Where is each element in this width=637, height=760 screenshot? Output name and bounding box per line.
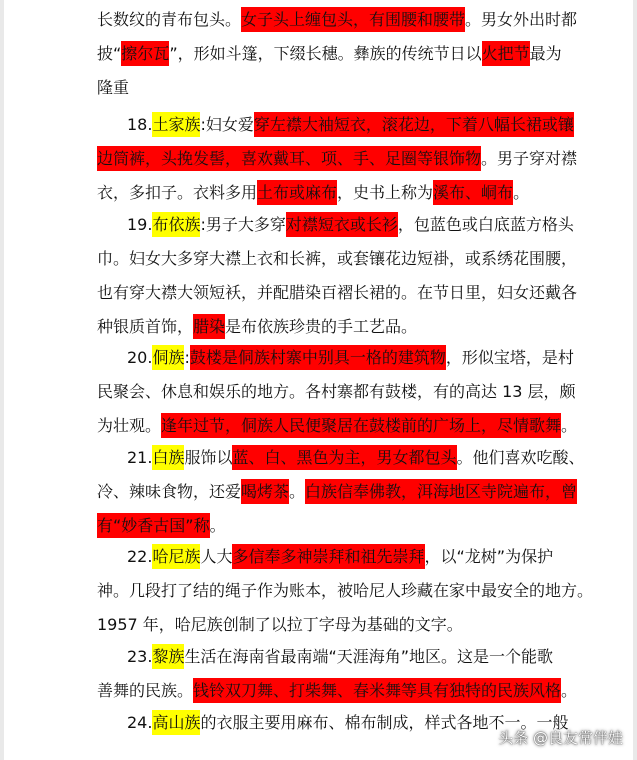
paragraph-22-hani [97, 540, 594, 642]
line-19 [97, 640, 554, 674]
text-run: 。男子穿对襟 [481, 149, 578, 168]
page-edge-left [0, 0, 4, 760]
text-run: 服饰以 [184, 448, 233, 467]
item-number: 23. [127, 647, 153, 666]
item-number: 24. [127, 713, 153, 732]
line-17 [97, 574, 594, 608]
line-15 [97, 509, 543, 543]
highlight-red: 钱铃双刀舞、打柴舞、春米舞等具有独特的民族风格 [193, 678, 561, 703]
item-number: 22. [127, 547, 153, 566]
text-run: 。 [561, 681, 578, 700]
text-run: 善舞的民族。 [97, 681, 194, 700]
text-run: 冷、辣味食物，还爱 [97, 482, 242, 501]
text-run: 最为 [529, 44, 562, 63]
highlight-red: 多信奉多神崇拜和祖先崇拜 [232, 544, 424, 569]
text-run: 是布依族珍贵的手工艺品。 [225, 317, 418, 336]
line-21 [97, 706, 569, 740]
text-run: 也有穿大襟大领短袄，并配腊染百褶长裙的。在节日里，妇女还戴各 [97, 283, 578, 302]
watermark [498, 727, 623, 748]
text-run: :妇女爱 [200, 115, 254, 134]
ethnic-name-highlight: 高山族 [152, 710, 200, 735]
paragraph-19-buyi [97, 208, 578, 344]
text-run: 种银质首饰， [97, 317, 194, 336]
paragraph-18-tujia [97, 108, 578, 210]
highlight-red: 逢年过节，侗族人民便聚居在鼓楼前的广场上，尽情歌舞 [161, 413, 561, 438]
item-number: 21. [127, 448, 153, 467]
text-run: 。 [561, 416, 578, 435]
item-number: 18. [127, 115, 153, 134]
text-run: 衣，多扣子。衣料多用 [97, 183, 258, 202]
highlight-red: 鼓楼是侗族村寨中别具一格的建筑物 [190, 345, 446, 370]
text-run: 1957 年，哈尼族创制了以拉丁字母为基础的文字。 [97, 615, 463, 634]
text-run: 人大 [200, 547, 233, 566]
text-run: ，包蓝色或白底蓝方格头 [397, 215, 574, 234]
text-run: :男子大多穿 [200, 215, 286, 234]
ethnic-name-highlight: 哈尼族 [152, 544, 200, 569]
line-3 [97, 108, 574, 142]
ethnic-name-highlight: 布依族 [152, 212, 200, 237]
text-run: ，以“龙树”为保护 [424, 547, 554, 566]
line-0 [97, 3, 578, 37]
text-run: 生活在海南省最南端“天涯海角”地区。这是一个能歌 [184, 647, 554, 666]
highlight-red: 溪布、峒布 [433, 180, 513, 205]
paragraph-24-gaoshan [97, 706, 569, 740]
text-run: 神。几段打了结的绳子作为账本，被哈尼人珍藏在家中最安全的地方。 [97, 581, 594, 600]
line-18 [97, 608, 543, 642]
line-2 [97, 71, 543, 105]
highlight-red: 擦尔瓦 [121, 41, 169, 66]
highlight-red: 女子头上缠包头，有围腰和腰带 [241, 7, 465, 32]
text-run: 民聚会、休息和娱乐的地方。各村寨都有鼓楼，有的高达 13 层，颇 [97, 382, 576, 401]
text-run: 。男女外出时都 [465, 10, 578, 29]
ethnic-name-highlight: 侗族 [152, 345, 184, 370]
text-run: : [184, 348, 190, 367]
line-11 [97, 375, 576, 409]
line-8 [97, 276, 578, 310]
paragraph-21-bai [97, 441, 585, 543]
line-4 [97, 142, 578, 176]
line-9 [97, 310, 543, 344]
watermark-text: 头条 @良友常伴娃 [498, 729, 623, 747]
line-13 [97, 441, 585, 475]
paragraph-20-dong [97, 341, 578, 443]
line-12 [97, 409, 578, 443]
line-1 [97, 37, 562, 71]
text-run: ”，形如斗篷，下缀长穗。彝族的传统节日以 [169, 44, 482, 63]
line-16 [97, 540, 554, 574]
paragraph-23-li [97, 640, 578, 708]
highlight-red: 腊染 [193, 314, 225, 339]
text-run: 。 [209, 516, 226, 535]
text-run: ，形似宝塔，是村 [445, 348, 574, 367]
ethnic-name-highlight: 土家族 [152, 112, 200, 137]
text-run: 的衣服主要用麻布、棉布制成，样式各地不一。一般 [200, 713, 569, 732]
highlight-red: 白族信奉佛教，洱海地区寺院遍布，曾 [305, 479, 577, 504]
line-14 [97, 475, 578, 509]
text-run: 。 [289, 482, 306, 501]
paragraph-17-yi [97, 3, 578, 105]
line-7 [97, 242, 578, 276]
highlight-red: 火把节 [482, 41, 530, 66]
highlight-red: 对襟短衣或长衫 [286, 212, 398, 237]
highlight-red: 有“妙香古国”称 [97, 513, 210, 538]
highlight-red: 土布或麻布 [257, 180, 337, 205]
text-run: 披“ [97, 44, 122, 63]
text-run: 长数纹的青布包头。 [97, 10, 242, 29]
highlight-red: 边筒裤，头挽发髻，喜欢戴耳、项、手、足圈等银饰物 [97, 146, 481, 171]
highlight-red: 蓝、白、黑色为主，男女都包头 [232, 445, 456, 470]
highlight-red: 穿左襟大袖短衣，滚花边，下着八幅长裙或镶 [254, 112, 574, 137]
text-run: 巾。妇女大多穿大襟上衣和长裤，或套镶花边短褂，或系绣花围腰， [97, 249, 578, 268]
text-run: 。 [513, 183, 530, 202]
text-run: 隆重 [97, 78, 130, 97]
line-20 [97, 674, 578, 708]
line-10 [97, 341, 574, 375]
line-6 [97, 208, 574, 242]
page-edge-right [633, 0, 637, 760]
text-run: 。他们喜欢吃酸、 [456, 448, 585, 467]
highlight-red: 喝烤茶 [241, 479, 289, 504]
item-number: 20. [127, 348, 153, 367]
text-run: 为壮观。 [97, 416, 162, 435]
item-number: 19. [127, 215, 153, 234]
text-run: ，史书上称为 [337, 183, 434, 202]
ethnic-name-highlight: 黎族 [152, 644, 184, 669]
line-5 [97, 176, 543, 210]
ethnic-name-highlight: 白族 [152, 445, 184, 470]
